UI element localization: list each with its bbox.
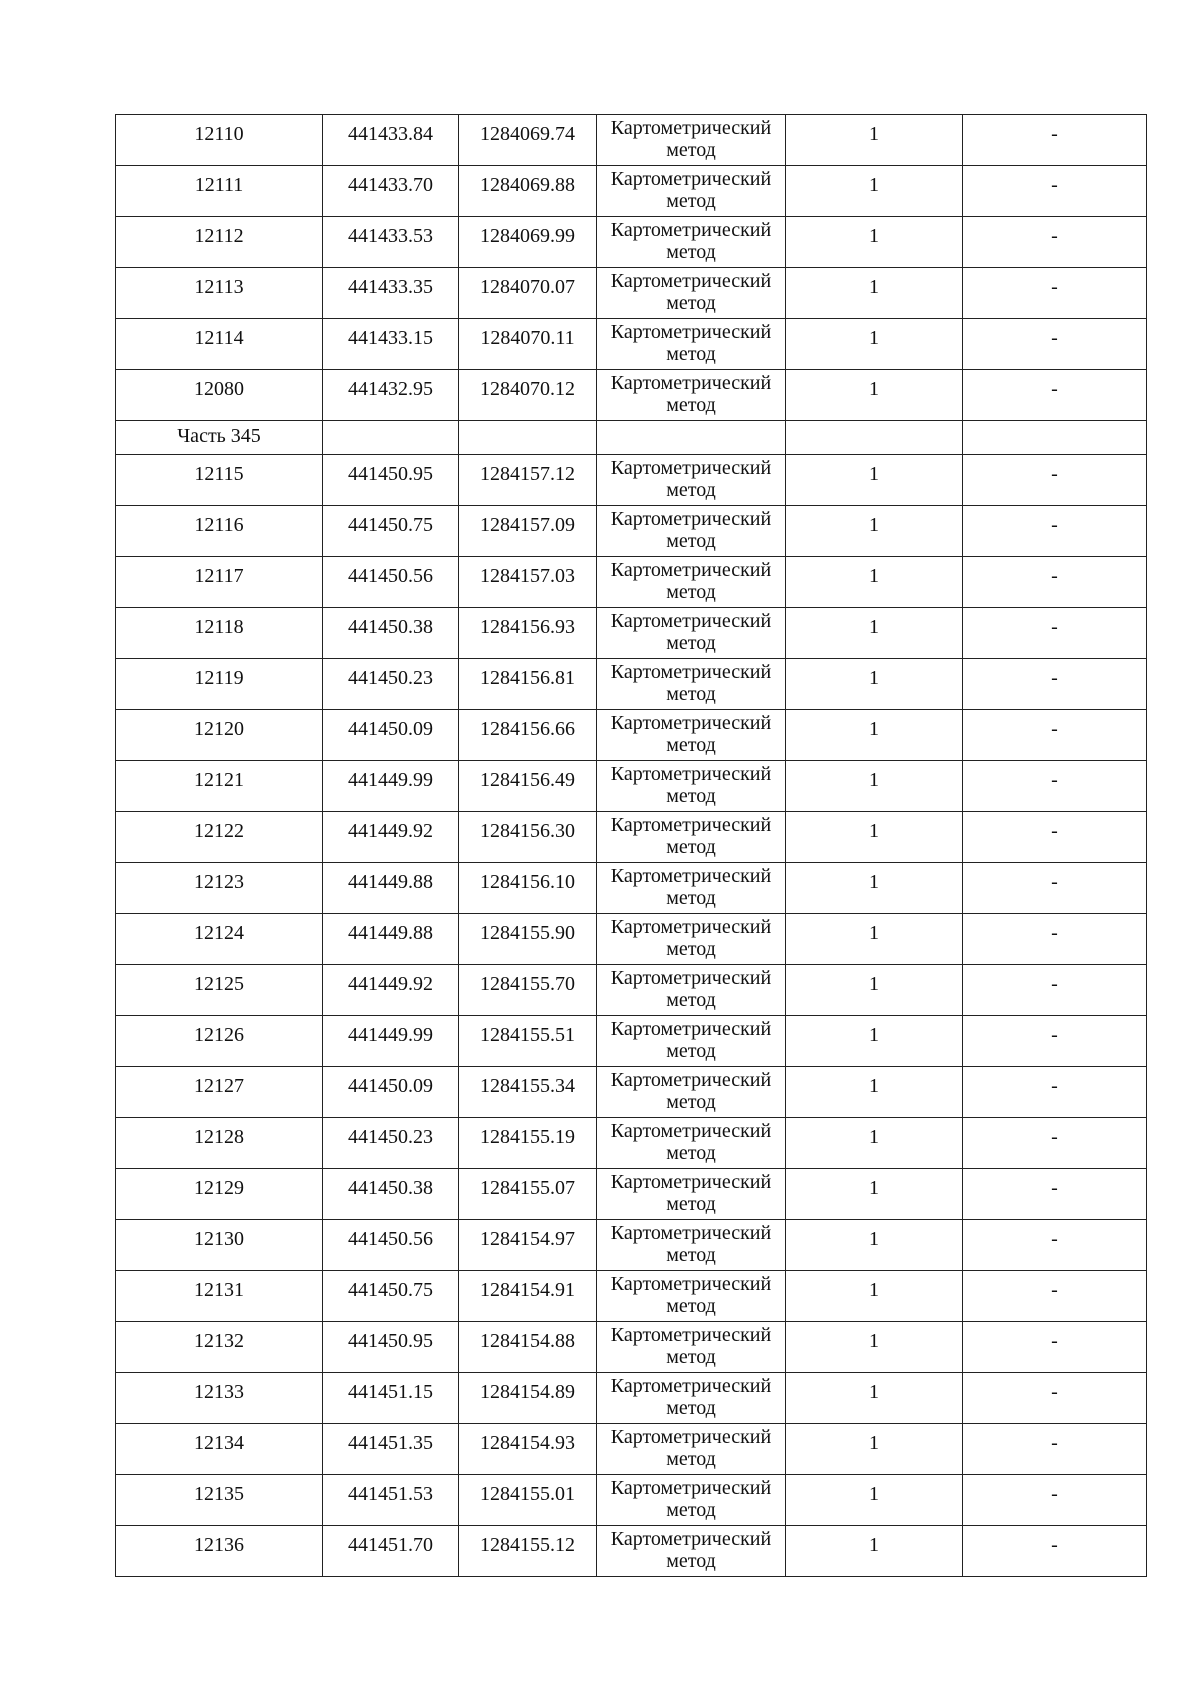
table-row [116, 608, 1147, 659]
coordinate-y: 1284070.07 [459, 268, 597, 319]
accuracy-value: 1 [786, 217, 963, 268]
method-label-line1: Картометрический [610, 661, 772, 683]
table-row [116, 1424, 1147, 1475]
note-value: - [963, 608, 1147, 659]
table-row [116, 1067, 1147, 1118]
note-value: - [963, 115, 1147, 166]
coordinate-x: 441433.70 [323, 166, 459, 217]
method-cell [597, 217, 786, 268]
coordinate-x: 441449.88 [323, 863, 459, 914]
method-cell [597, 115, 786, 166]
coordinate-y: 1284157.03 [459, 557, 597, 608]
point-number: 12135 [116, 1475, 323, 1526]
method-label-line1: Картометрический [610, 967, 772, 989]
method-label-line2: метод [666, 1091, 716, 1113]
method-cell [597, 1373, 786, 1424]
coordinate-y: 1284154.89 [459, 1373, 597, 1424]
note-value: - [963, 914, 1147, 965]
method-label-line2: метод [666, 1397, 716, 1419]
method-label-line1: Картометрический [610, 814, 772, 836]
table-row [116, 115, 1147, 166]
method-label-line2: метод [666, 394, 716, 416]
method-label-line1: Картометрический [610, 117, 772, 139]
method-cell [597, 914, 786, 965]
coordinate-y: 1284154.93 [459, 1424, 597, 1475]
accuracy-value: 1 [786, 761, 963, 812]
table-row [116, 1169, 1147, 1220]
table-row [116, 812, 1147, 863]
accuracy-value: 1 [786, 1118, 963, 1169]
point-number: 12117 [116, 557, 323, 608]
table-row [116, 1373, 1147, 1424]
method-label-line1: Картометрический [610, 916, 772, 938]
method-label-line1: Картометрический [610, 372, 772, 394]
method-label-line2: метод [666, 1550, 716, 1572]
method-label-line2: метод [666, 1295, 716, 1317]
note-value: - [963, 217, 1147, 268]
coordinate-x: 441433.84 [323, 115, 459, 166]
method-cell [597, 557, 786, 608]
table-row [116, 370, 1147, 421]
method-label-line2: метод [666, 530, 716, 552]
note-value: - [963, 370, 1147, 421]
method-label-line1: Картометрический [610, 1222, 772, 1244]
method-cell [597, 455, 786, 506]
table-row [116, 1016, 1147, 1067]
method-label-line2: метод [666, 581, 716, 603]
coordinate-x: 441450.75 [323, 506, 459, 557]
method-cell [597, 965, 786, 1016]
method-cell [597, 1475, 786, 1526]
method-cell [597, 863, 786, 914]
accuracy-value: 1 [786, 659, 963, 710]
method-cell [597, 710, 786, 761]
point-number: 12124 [116, 914, 323, 965]
note-value: - [963, 319, 1147, 370]
coordinate-x: 441450.56 [323, 557, 459, 608]
table-row [116, 319, 1147, 370]
method-label-line2: метод [666, 632, 716, 654]
table-row [116, 1118, 1147, 1169]
method-label-line1: Картометрический [610, 712, 772, 734]
method-cell [597, 166, 786, 217]
method-cell [597, 1220, 786, 1271]
coordinate-x: 441449.99 [323, 1016, 459, 1067]
note-value: - [963, 455, 1147, 506]
point-number: 12128 [116, 1118, 323, 1169]
accuracy-value: 1 [786, 1169, 963, 1220]
point-number: 12136 [116, 1526, 323, 1577]
method-cell [597, 1322, 786, 1373]
coordinate-x: 441451.35 [323, 1424, 459, 1475]
accuracy-value: 1 [786, 115, 963, 166]
accuracy-value: 1 [786, 455, 963, 506]
note-value: - [963, 1322, 1147, 1373]
coordinate-y: 1284156.81 [459, 659, 597, 710]
method-label-line1: Картометрический [610, 1069, 772, 1091]
method-cell [597, 812, 786, 863]
method-label-line1: Картометрический [610, 763, 772, 785]
coordinate-x: 441451.53 [323, 1475, 459, 1526]
table-row [116, 863, 1147, 914]
coordinate-x: 441449.88 [323, 914, 459, 965]
method-cell [597, 1526, 786, 1577]
accuracy-value: 1 [786, 914, 963, 965]
table-row [116, 1526, 1147, 1577]
point-number: 12080 [116, 370, 323, 421]
method-label-line1: Картометрический [610, 508, 772, 530]
accuracy-value: 1 [786, 370, 963, 421]
empty-cell [786, 421, 963, 455]
table-row [116, 455, 1147, 506]
method-cell [597, 1016, 786, 1067]
method-label-line1: Картометрический [610, 1273, 772, 1295]
point-number: 12130 [116, 1220, 323, 1271]
note-value: - [963, 1067, 1147, 1118]
coordinate-y: 1284070.12 [459, 370, 597, 421]
coordinate-y: 1284156.93 [459, 608, 597, 659]
point-number: 12114 [116, 319, 323, 370]
table-row [116, 217, 1147, 268]
table-row [116, 1322, 1147, 1373]
method-label-line1: Картометрический [610, 1375, 772, 1397]
point-number: 12129 [116, 1169, 323, 1220]
note-value: - [963, 863, 1147, 914]
coordinate-x: 441451.15 [323, 1373, 459, 1424]
method-cell [597, 1424, 786, 1475]
coordinate-x: 441450.95 [323, 1322, 459, 1373]
point-number: 12126 [116, 1016, 323, 1067]
note-value: - [963, 1016, 1147, 1067]
accuracy-value: 1 [786, 1220, 963, 1271]
note-value: - [963, 812, 1147, 863]
coordinate-x: 441449.92 [323, 965, 459, 1016]
point-number: 12127 [116, 1067, 323, 1118]
coordinate-y: 1284155.90 [459, 914, 597, 965]
method-label-line2: метод [666, 1346, 716, 1368]
method-label-line1: Картометрический [610, 1324, 772, 1346]
empty-cell [459, 421, 597, 455]
accuracy-value: 1 [786, 1475, 963, 1526]
method-label-line2: метод [666, 1448, 716, 1470]
coordinate-y: 1284155.01 [459, 1475, 597, 1526]
note-value: - [963, 1526, 1147, 1577]
coordinate-x: 441449.99 [323, 761, 459, 812]
method-cell [597, 506, 786, 557]
method-cell [597, 1118, 786, 1169]
accuracy-value: 1 [786, 1271, 963, 1322]
method-label-line2: метод [666, 734, 716, 756]
point-number: 12121 [116, 761, 323, 812]
note-value: - [963, 965, 1147, 1016]
accuracy-value: 1 [786, 506, 963, 557]
method-label-line1: Картометрический [610, 270, 772, 292]
accuracy-value: 1 [786, 1016, 963, 1067]
coordinate-x: 441450.23 [323, 1118, 459, 1169]
method-label-line2: метод [666, 938, 716, 960]
coordinate-y: 1284155.70 [459, 965, 597, 1016]
coordinate-y: 1284155.12 [459, 1526, 597, 1577]
coordinate-x: 441432.95 [323, 370, 459, 421]
point-number: 12115 [116, 455, 323, 506]
coordinate-x: 441450.56 [323, 1220, 459, 1271]
coordinate-y: 1284070.11 [459, 319, 597, 370]
method-label-line2: метод [666, 785, 716, 807]
point-number: 12125 [116, 965, 323, 1016]
coordinate-y: 1284154.88 [459, 1322, 597, 1373]
method-cell [597, 608, 786, 659]
note-value: - [963, 1475, 1147, 1526]
method-label-line1: Картометрический [610, 1018, 772, 1040]
table-row [116, 761, 1147, 812]
coordinate-y: 1284156.49 [459, 761, 597, 812]
method-label-line1: Картометрический [610, 168, 772, 190]
note-value: - [963, 761, 1147, 812]
point-number: 12134 [116, 1424, 323, 1475]
coordinate-x: 441450.75 [323, 1271, 459, 1322]
accuracy-value: 1 [786, 1373, 963, 1424]
table-row [116, 1475, 1147, 1526]
method-label-line1: Картометрический [610, 1120, 772, 1142]
method-label-line1: Картометрический [610, 1528, 772, 1550]
point-number: 12118 [116, 608, 323, 659]
method-label-line1: Картометрический [610, 559, 772, 581]
table-row [116, 166, 1147, 217]
empty-cell [323, 421, 459, 455]
point-number: 12112 [116, 217, 323, 268]
coordinate-y: 1284156.66 [459, 710, 597, 761]
coordinate-x: 441450.95 [323, 455, 459, 506]
coordinate-y: 1284154.91 [459, 1271, 597, 1322]
accuracy-value: 1 [786, 863, 963, 914]
coordinate-x: 441450.38 [323, 608, 459, 659]
method-label-line2: метод [666, 241, 716, 263]
accuracy-value: 1 [786, 608, 963, 659]
accuracy-value: 1 [786, 268, 963, 319]
table-row [116, 1271, 1147, 1322]
table-row [116, 268, 1147, 319]
coordinate-x: 441450.09 [323, 710, 459, 761]
table-row [116, 710, 1147, 761]
point-number: 12123 [116, 863, 323, 914]
coordinate-y: 1284156.30 [459, 812, 597, 863]
empty-cell [597, 421, 786, 455]
method-label-line1: Картометрический [610, 219, 772, 241]
method-label-line1: Картометрический [610, 1477, 772, 1499]
method-cell [597, 1067, 786, 1118]
coordinate-y: 1284069.74 [459, 115, 597, 166]
method-cell [597, 761, 786, 812]
method-cell [597, 1169, 786, 1220]
note-value: - [963, 166, 1147, 217]
table-row [116, 506, 1147, 557]
method-label-line2: метод [666, 887, 716, 909]
coordinate-x: 441450.38 [323, 1169, 459, 1220]
method-label-line1: Картометрический [610, 865, 772, 887]
coordinate-y: 1284157.12 [459, 455, 597, 506]
method-label-line2: метод [666, 190, 716, 212]
method-label-line1: Картометрический [610, 321, 772, 343]
point-number: 12110 [116, 115, 323, 166]
note-value: - [963, 1220, 1147, 1271]
empty-cell [963, 421, 1147, 455]
accuracy-value: 1 [786, 812, 963, 863]
coordinate-y: 1284069.99 [459, 217, 597, 268]
table-row [116, 1220, 1147, 1271]
coordinate-y: 1284154.97 [459, 1220, 597, 1271]
method-label-line1: Картометрический [610, 610, 772, 632]
point-number: 12122 [116, 812, 323, 863]
coordinate-y: 1284155.07 [459, 1169, 597, 1220]
coordinate-y: 1284156.10 [459, 863, 597, 914]
point-number: 12116 [116, 506, 323, 557]
accuracy-value: 1 [786, 965, 963, 1016]
point-number: 12113 [116, 268, 323, 319]
point-number: 12120 [116, 710, 323, 761]
method-cell [597, 268, 786, 319]
point-number: 12133 [116, 1373, 323, 1424]
point-number: 12131 [116, 1271, 323, 1322]
coordinate-x: 441450.23 [323, 659, 459, 710]
coordinate-x: 441451.70 [323, 1526, 459, 1577]
note-value: - [963, 1424, 1147, 1475]
coordinate-x: 441433.15 [323, 319, 459, 370]
accuracy-value: 1 [786, 1424, 963, 1475]
coordinate-y: 1284157.09 [459, 506, 597, 557]
method-label-line2: метод [666, 1142, 716, 1164]
accuracy-value: 1 [786, 557, 963, 608]
method-label-line2: метод [666, 139, 716, 161]
method-cell [597, 659, 786, 710]
method-label-line2: метод [666, 343, 716, 365]
note-value: - [963, 710, 1147, 761]
point-number: 12111 [116, 166, 323, 217]
method-label-line2: метод [666, 836, 716, 858]
coordinate-x: 441433.35 [323, 268, 459, 319]
method-label-line2: метод [666, 683, 716, 705]
note-value: - [963, 557, 1147, 608]
coordinate-y: 1284155.51 [459, 1016, 597, 1067]
table-body [116, 115, 1147, 1577]
note-value: - [963, 1118, 1147, 1169]
coordinate-x: 441433.53 [323, 217, 459, 268]
method-cell [597, 319, 786, 370]
method-label-line1: Картометрический [610, 457, 772, 479]
accuracy-value: 1 [786, 1526, 963, 1577]
note-value: - [963, 1373, 1147, 1424]
section-label: Часть 345 [116, 421, 323, 455]
accuracy-value: 1 [786, 710, 963, 761]
section-row [116, 421, 1147, 455]
method-label-line2: метод [666, 1193, 716, 1215]
table-row [116, 965, 1147, 1016]
note-value: - [963, 268, 1147, 319]
method-label-line1: Картометрический [610, 1171, 772, 1193]
point-number: 12119 [116, 659, 323, 710]
table-row [116, 914, 1147, 965]
point-number: 12132 [116, 1322, 323, 1373]
accuracy-value: 1 [786, 166, 963, 217]
method-label-line2: метод [666, 1499, 716, 1521]
coordinate-y: 1284155.19 [459, 1118, 597, 1169]
accuracy-value: 1 [786, 1322, 963, 1373]
coordinate-y: 1284155.34 [459, 1067, 597, 1118]
method-label-line1: Картометрический [610, 1426, 772, 1448]
accuracy-value: 1 [786, 1067, 963, 1118]
method-label-line2: метод [666, 1244, 716, 1266]
method-cell [597, 370, 786, 421]
note-value: - [963, 659, 1147, 710]
coordinate-x: 441450.09 [323, 1067, 459, 1118]
method-label-line2: метод [666, 989, 716, 1011]
note-value: - [963, 506, 1147, 557]
method-label-line2: метод [666, 292, 716, 314]
accuracy-value: 1 [786, 319, 963, 370]
method-label-line2: метод [666, 1040, 716, 1062]
note-value: - [963, 1169, 1147, 1220]
coordinate-y: 1284069.88 [459, 166, 597, 217]
table-row [116, 557, 1147, 608]
table-row [116, 659, 1147, 710]
method-cell [597, 1271, 786, 1322]
method-label-line2: метод [666, 479, 716, 501]
coordinates-table [115, 114, 1147, 1577]
coordinate-x: 441449.92 [323, 812, 459, 863]
note-value: - [963, 1271, 1147, 1322]
